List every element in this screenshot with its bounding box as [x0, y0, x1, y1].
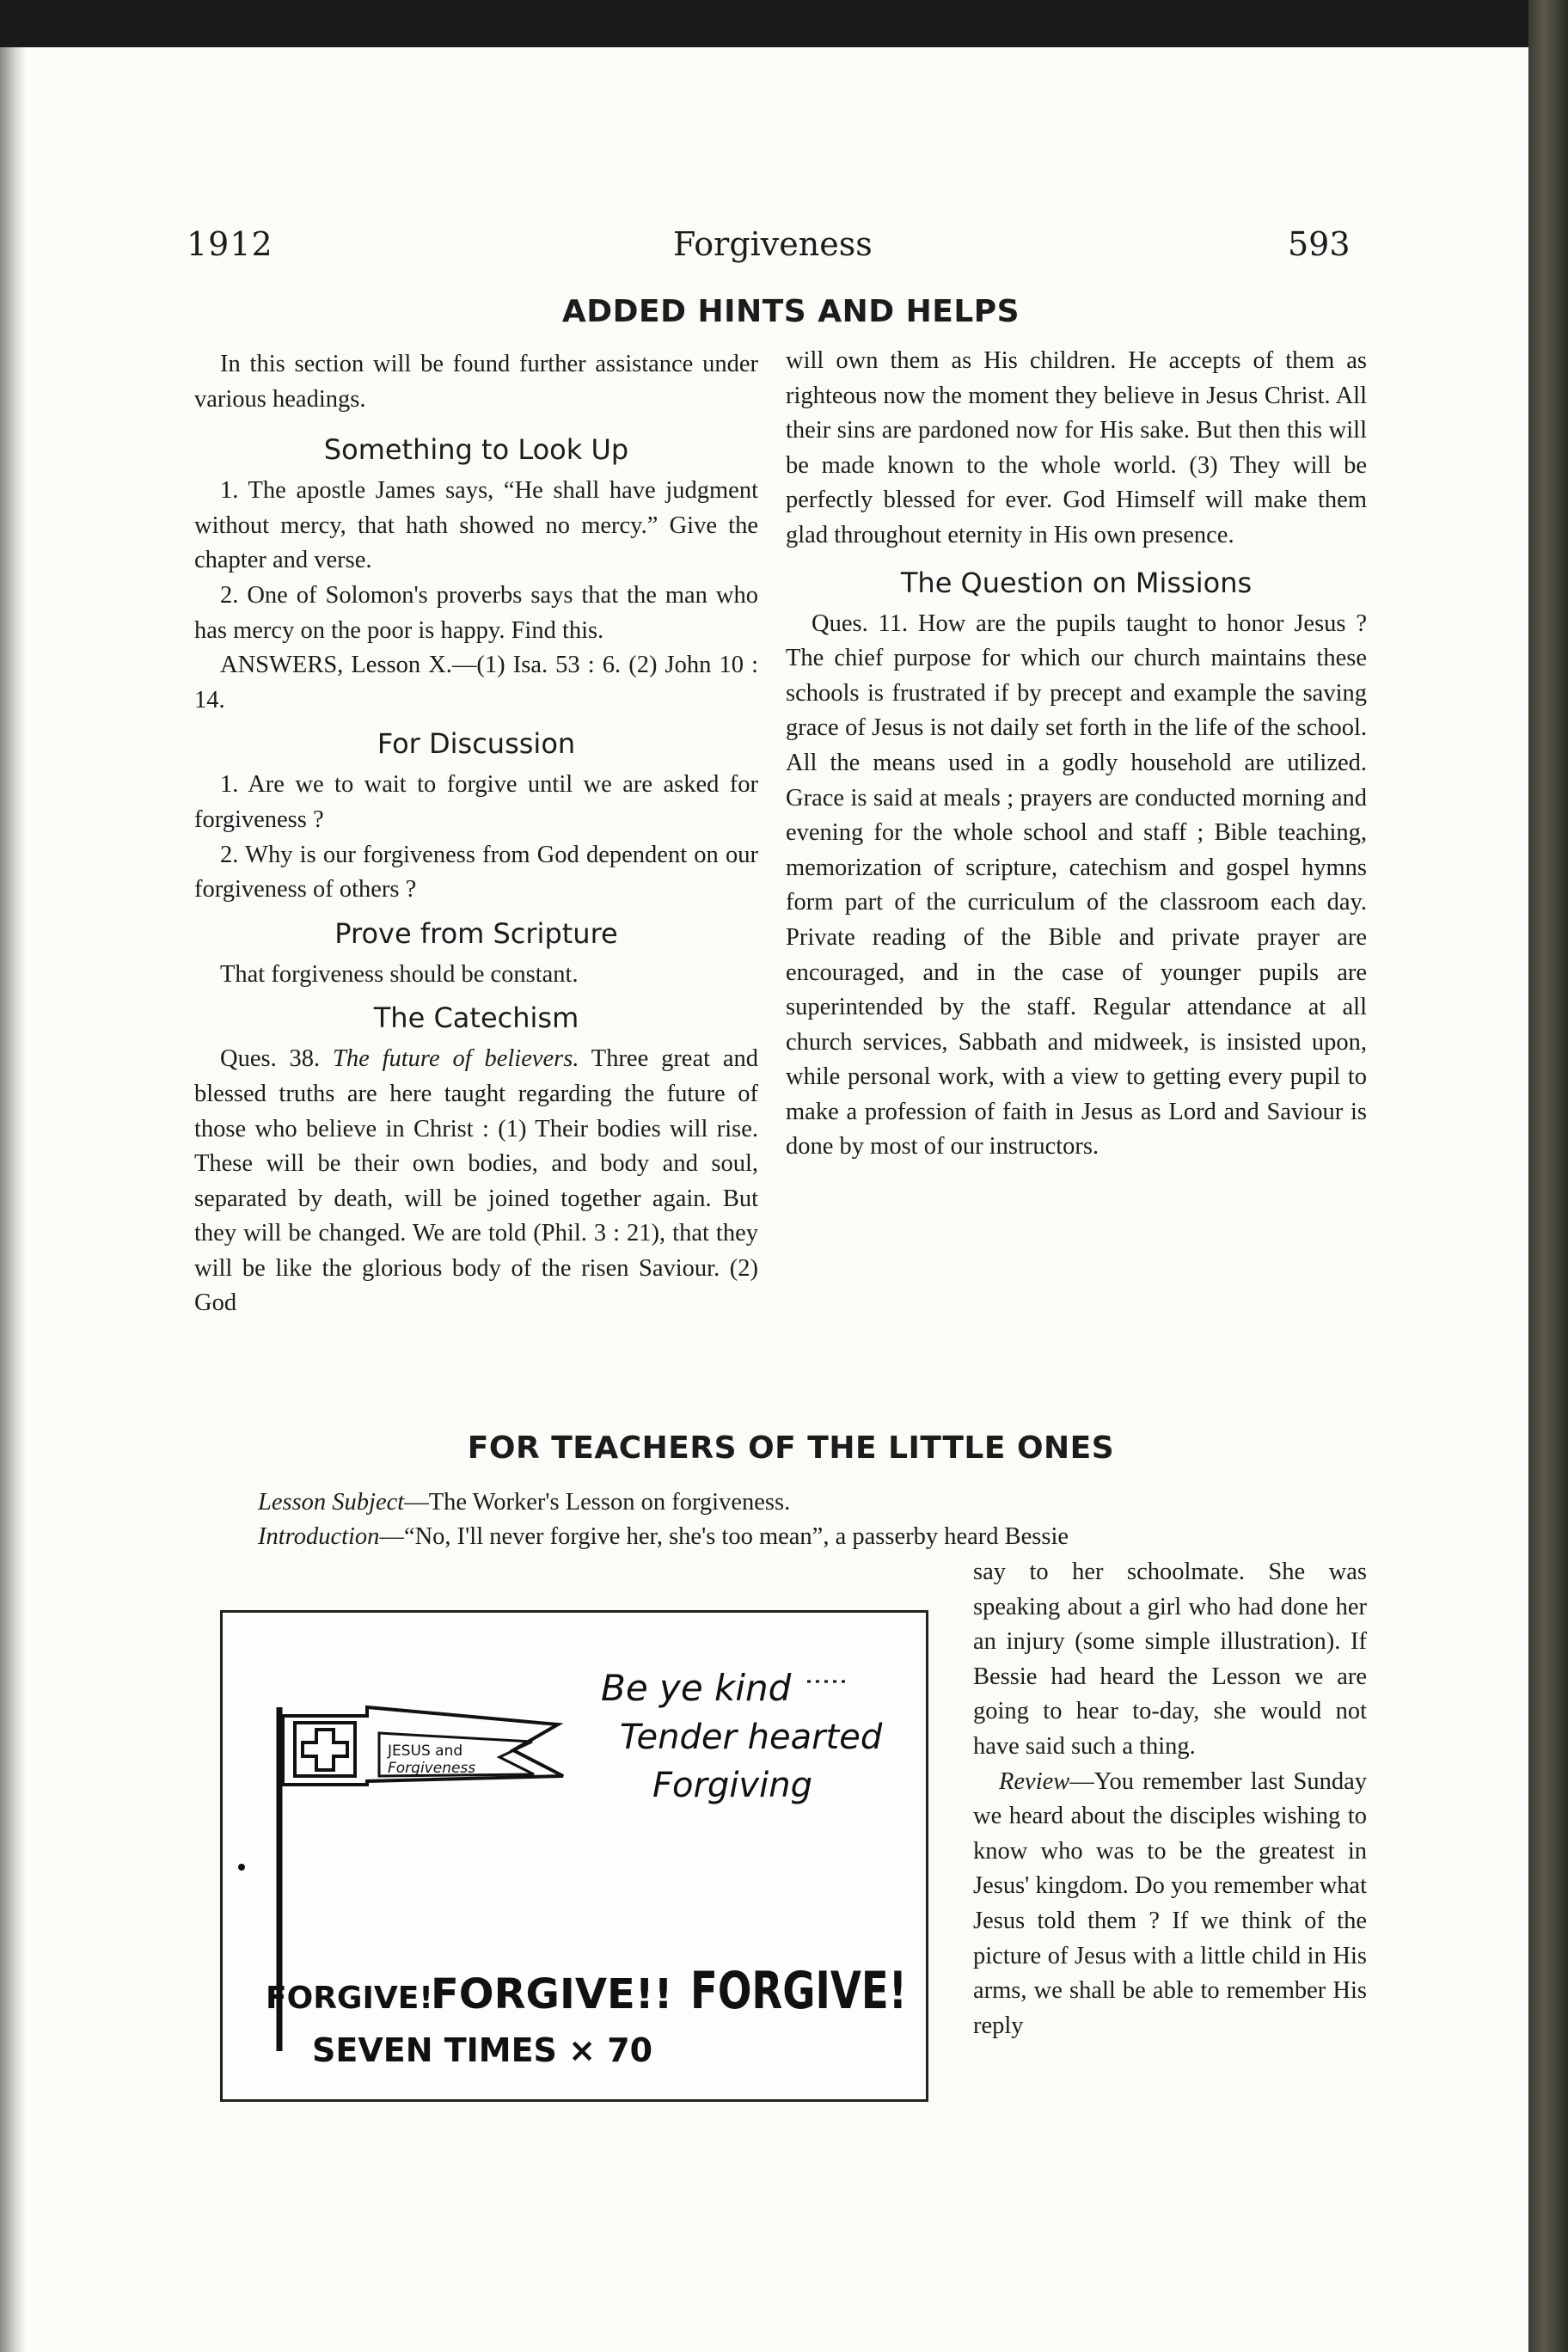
ink-speck [238, 1864, 245, 1871]
teachers-heading: FOR TEACHERS OF THE LITTLE ONES [467, 1430, 1115, 1466]
lesson-subject-text: —The Worker's Lesson on forgiveness. [404, 1489, 791, 1516]
heading-catechism: The Catechism [373, 1001, 579, 1035]
section-title: ADDED HINTS AND HELPS [561, 294, 1020, 329]
left-column [194, 347, 758, 1321]
look-up-question-2: 2. One of Solomon's proverbs says that the man who has mercy on the poor is happy. Find this. [194, 581, 758, 644]
review-paragraph [973, 1765, 1367, 2044]
heading-look-up: Something to Look Up [323, 433, 629, 467]
introduction-text: —“No, I'll never forgive her, she's too mean”, a passerby heard Bessie [379, 1523, 1069, 1550]
right-column [786, 344, 1367, 1165]
heading-missions: The Question on Missions [900, 566, 1253, 599]
forgive-text-3: FORGIVE! [690, 1961, 907, 2021]
introduction-label: Introduction [258, 1523, 380, 1550]
catechism-text: Three great and blessed truths are here taught regarding the future of those who believe in Christ : (1) Their bodies will rise. These will be their own bodies, and body and soul, separated by death, will be joined together again. But they will be changed. We are told (Phil. 3 : 21), that they will be like the glorious body of the risen Saviour. (2) God [194, 1045, 759, 1317]
discussion-question-2: 2. Why is our forgiveness from God dependent on our forgiveness of others ? [194, 841, 758, 903]
motto-line-3: Forgiving [652, 1766, 812, 1805]
catechism-ques-title: The future of believers. [333, 1045, 579, 1073]
lesson-subject-line [258, 1485, 1367, 1521]
prove-text: That forgiveness should be constant. [220, 960, 579, 988]
introduction-continued: say to her schoolmate. She was speaking about a girl who had done her an injury (some simple illustration). If Bessie had heard the Lesson we are going to hear to-day, she would not have said such a thing. [973, 1559, 1367, 1760]
heading-prove: Prove from Scripture [334, 916, 618, 950]
red-cross-icon [303, 1730, 347, 1770]
blackboard-illustration [220, 1610, 928, 2102]
lesson-subject-label: Lesson Subject [258, 1489, 405, 1516]
book-spine [1528, 0, 1568, 2352]
heading-discussion: For Discussion [377, 727, 576, 761]
flag-text-line-2: Forgiveness [388, 1760, 476, 1777]
motto-line-1: Be ye kind [601, 1667, 792, 1709]
motto-line-2: Tender hearted [620, 1718, 883, 1757]
left-gutter-shadow [0, 47, 26, 2352]
illustration-drawing [223, 1613, 926, 2099]
look-up-question-1: 1. The apostle James says, “He shall have judgment without mercy, that hath showed no mercy.” Give the chapter and verse. [194, 477, 758, 574]
forgive-text-2: FORGIVE!! [431, 1970, 673, 2018]
catechism-ques-label: Ques. 38. [220, 1045, 321, 1073]
forgive-text-1: FORGIVE! [266, 1981, 433, 2016]
missions-paragraph: Ques. 11. How are the pupils taught to honor Jesus ? The chief purpose for which our church maintains these schools is frustrated if by precept and example the saving grace of Jesus is not daily set forth in the life of the school. All the means used in a godly household are utilized. Grace is said at meals ; prayers are conducted morning and evening for the whole school and staff ; Bible teaching, memorization of scripture, catechism and gospel hymns form part of the curriculum of the classroom each day. Private reading of the Bible and private prayer are encouraged, and in the case of younger pupils are superintended by the staff. Regular attendance at all church services, Sabbath and midweek, is insisted upon, while personal work, with a view to getting every pupil to make a profession of faith in Jesus as Lord and Saviour is done by most of our instructors. [786, 609, 1367, 1161]
answers: ANSWERS, Lesson X.—(1) Isa. 53 : 6. (2) John 10 : 14. [194, 652, 758, 714]
flag-text-line-1: JESUS and [388, 1743, 463, 1760]
header-title: Forgiveness [673, 225, 873, 263]
review-text: —You remember last Sunday we heard about the disciples wishing to know who was to be the greatest in Jesus' kingdom. Do you remember what Jesus told them ? If we think of the picture of Jesus with a little child in His arms, we shall be able to remember His reply [973, 1767, 1367, 2039]
intro-paragraph: In this section will be found further assistance under various headings. [194, 351, 758, 413]
wrap-column [973, 1547, 1367, 2043]
header-page-number: 593 [1288, 225, 1351, 263]
discussion-question-1: 1. Are we to wait to forgive until we are asked for forgiveness ? [194, 771, 758, 833]
catechism-paragraph [194, 1042, 758, 1321]
review-label: Review [999, 1767, 1070, 1795]
catechism-continued: will own them as His children. He accepts of them as righteous now the moment they believe in Jesus Christ. All their sins are pardoned now for His sake. But then this will be made known to the whole world. (3) They will be perfectly blessed for ever. God Himself will make them glad throughout eternity in His own presence. [786, 347, 1367, 548]
seven-times-text: SEVEN TIMES × 70 [312, 2031, 653, 2069]
header-year: 1912 [187, 225, 273, 263]
